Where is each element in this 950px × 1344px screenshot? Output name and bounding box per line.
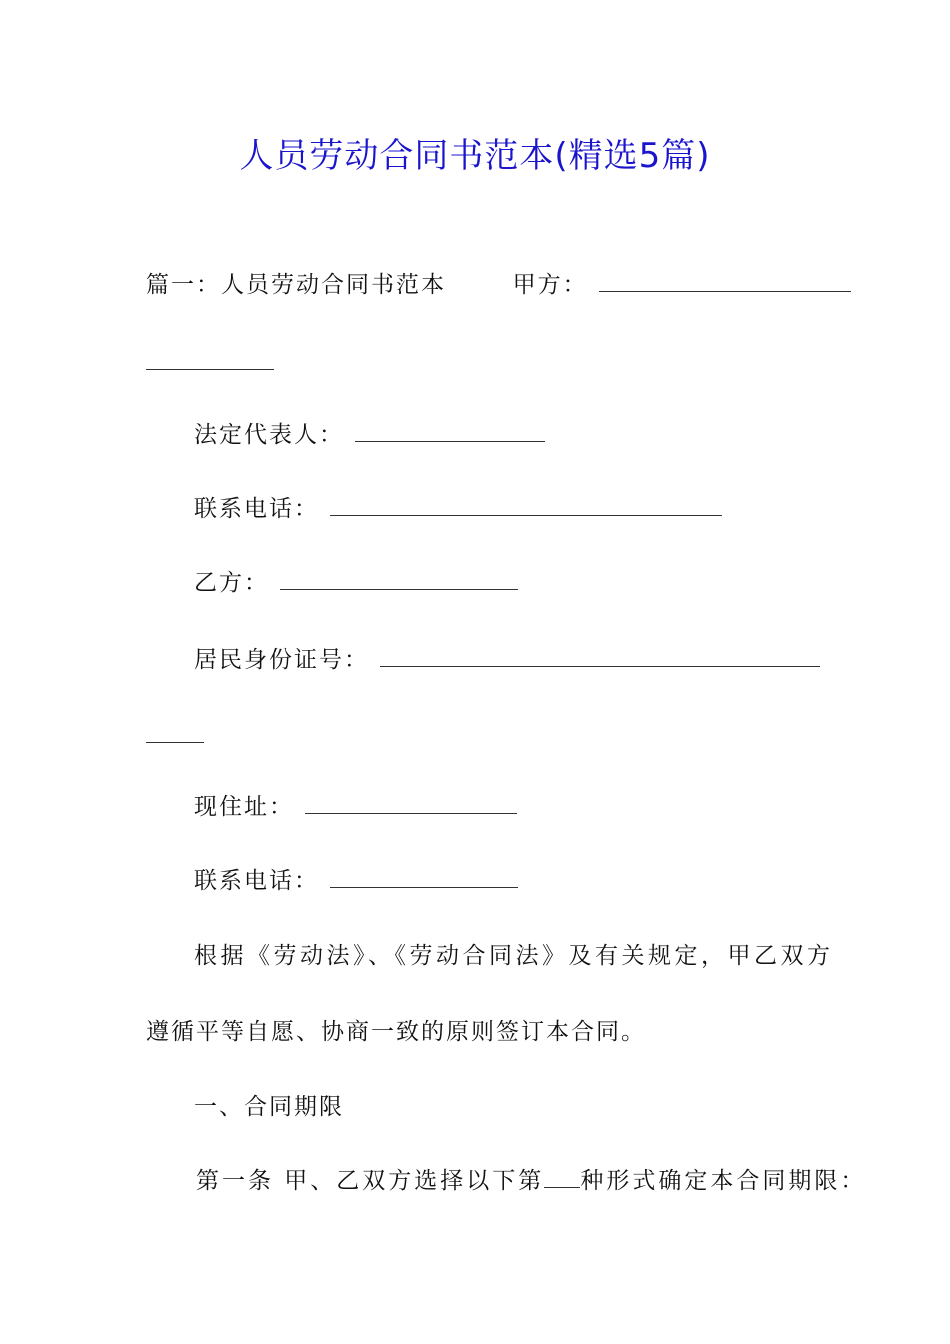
phone-a-blank[interactable] bbox=[330, 495, 722, 516]
legal-rep-blank[interactable] bbox=[355, 421, 545, 442]
document-title: 人员劳动合同书范本(精选5篇) bbox=[239, 136, 711, 176]
paragraph-1-line-2: 遵循平等自愿、协商一致的原则签订本合同。 bbox=[146, 1019, 646, 1045]
article-1-line bbox=[196, 1166, 866, 1196]
phone-b-label: 联系电话： bbox=[194, 868, 319, 894]
legal-rep-line bbox=[194, 420, 545, 450]
address-blank[interactable] bbox=[305, 793, 517, 814]
article-1-text-end: 种形式确定本合同期限： bbox=[580, 1168, 867, 1194]
paragraph-1-line-1: 根据《劳动法》、《劳动合同法》及有关规定，甲乙双方 bbox=[194, 943, 834, 969]
address-line bbox=[194, 792, 517, 822]
id-number-line bbox=[194, 645, 820, 675]
party-b-label: 乙方： bbox=[194, 570, 269, 596]
id-number-label: 居民身份证号： bbox=[194, 647, 369, 673]
party-a-blank[interactable] bbox=[599, 271, 851, 292]
article-1-text-start: 第一条 甲、乙双方选择以下第 bbox=[196, 1168, 545, 1194]
legal-rep-label: 法定代表人： bbox=[194, 422, 344, 448]
phone-a-label: 联系电话： bbox=[194, 496, 319, 522]
id-number-blank-continued[interactable] bbox=[146, 741, 204, 743]
party-a-label: 甲方： bbox=[512, 272, 588, 298]
id-number-blank[interactable] bbox=[380, 646, 820, 667]
phone-a-line bbox=[194, 494, 722, 524]
party-b-line bbox=[194, 568, 518, 598]
address-label: 现住址： bbox=[194, 794, 294, 820]
section-heading: 篇一：人员劳动合同书范本 bbox=[146, 272, 446, 298]
party-b-blank[interactable] bbox=[280, 569, 518, 590]
clause-heading: 一、合同期限 bbox=[194, 1094, 344, 1120]
article-1-blank[interactable] bbox=[544, 1167, 580, 1188]
party-a-blank-continued[interactable] bbox=[146, 368, 274, 370]
section-heading-line bbox=[146, 270, 851, 300]
phone-b-blank[interactable] bbox=[330, 867, 518, 888]
phone-b-line bbox=[194, 866, 518, 896]
